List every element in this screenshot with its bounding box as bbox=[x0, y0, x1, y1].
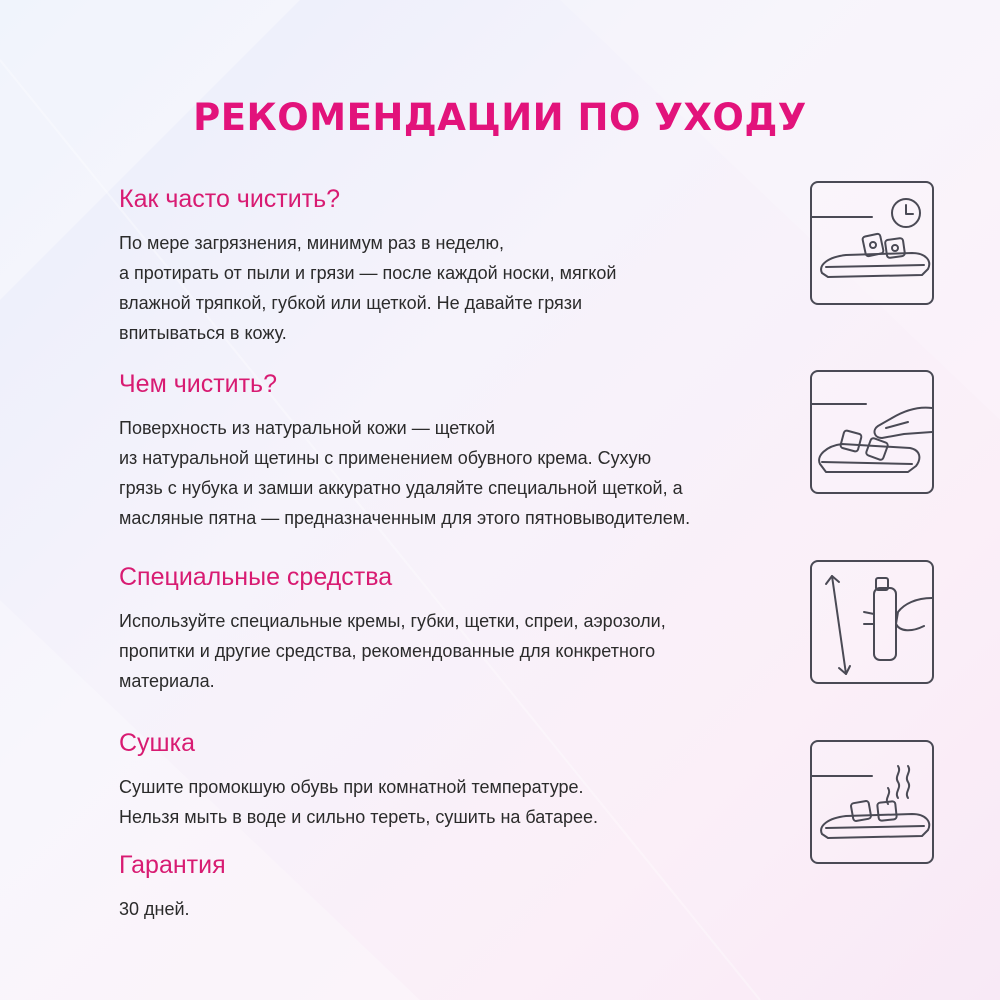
section-text-line: Используйте специальные кремы, губки, щетки, спреи, аэрозоли, bbox=[119, 611, 666, 631]
section-text-line: По мере загрязнения, минимум раз в неделю, bbox=[119, 233, 504, 253]
section-heading: Специальные средства bbox=[119, 563, 393, 591]
section-drying bbox=[119, 728, 779, 832]
section-text-line: Сушите промокшую обувь при комнатной температуре. bbox=[119, 777, 584, 797]
section-text-line: Нельзя мыть в воде и сильно тереть, сушить на батарее. bbox=[119, 807, 598, 827]
section-text-line: а протирать от пыли и грязи — после каждой носки, мягкой bbox=[119, 263, 617, 283]
sandal-clock-icon bbox=[810, 181, 934, 305]
section-warranty bbox=[119, 850, 779, 924]
section-heading: Гарантия bbox=[119, 851, 226, 879]
section-text-line: впитываться в кожу. bbox=[119, 323, 287, 343]
section-text-line: масляные пятна — предназначенным для этого пятновыводителем. bbox=[119, 508, 691, 528]
section-text-line: грязь с нубука и замши аккуратно удаляйте специальной щеткой, а bbox=[119, 478, 683, 498]
section-text-line: материала. bbox=[119, 671, 215, 691]
section-heading: Чем чистить? bbox=[119, 370, 277, 398]
section-cleaning-tools bbox=[119, 369, 779, 533]
section-heading: Как часто чистить? bbox=[119, 185, 341, 213]
section-heading: Сушка bbox=[119, 729, 196, 757]
sandal-hand-wipe-icon bbox=[810, 370, 934, 494]
section-text-line: Поверхность из натуральной кожи — щеткой bbox=[119, 418, 496, 438]
sandal-drying-icon bbox=[810, 740, 934, 864]
section-text-line: влажной тряпкой, губкой или щеткой. Не давайте грязи bbox=[119, 293, 583, 313]
section-special-products bbox=[119, 562, 779, 696]
spray-bottle-icon bbox=[810, 560, 934, 684]
section-text-line: из натуральной щетины с применением обувного крема. Сухую bbox=[119, 448, 652, 468]
section-cleaning-frequency bbox=[119, 184, 779, 348]
section-text-line: пропитки и другие средства, рекомендованные для конкретного bbox=[119, 641, 656, 661]
page-title: РЕКОМЕНДАЦИИ ПО УХОДУ bbox=[193, 96, 807, 139]
section-text-line: 30 дней. bbox=[119, 899, 190, 919]
